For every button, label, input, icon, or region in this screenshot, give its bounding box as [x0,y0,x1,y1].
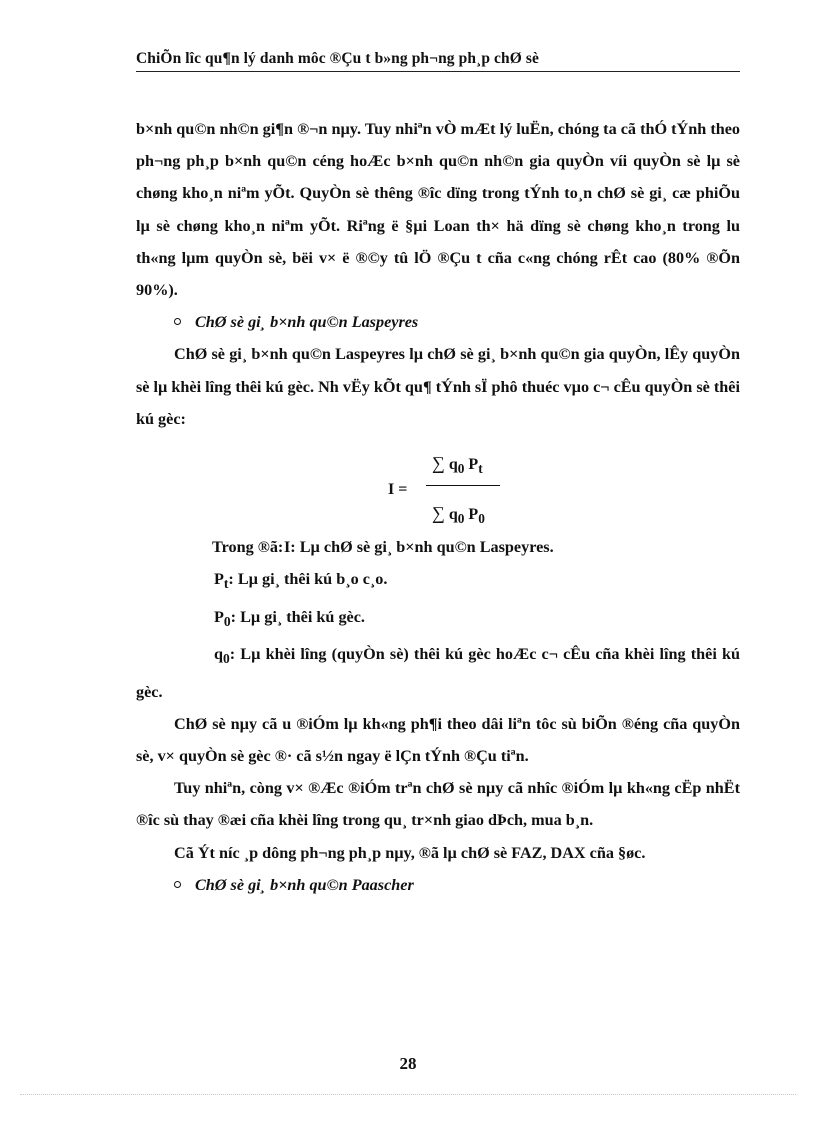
running-header: ChiÕn lîc qu¶n lý danh môc ®Çu t b»ng ph¬ng ph¸p chØ sè [136,50,539,67]
definition-P0: $P_0$: Lµ gi¸ thêi kú gèc. [214,607,365,629]
formula-denominator: ∑ $q_0$ $P_0$ [432,503,485,527]
definition-intro: Trong ®ã: [212,538,284,557]
formula-lhs: I = [388,481,408,499]
paragraph-advantage: ChØ sè nµy cã u ®iÓm lµ kh«ng ph¶i theo dâi liªn tôc sù biÕn ®éng cña quyÒn sè, v× quyÒn sè gèc ®· cã s½n ngay ë lÇn tÝnh ®Çu tiªn. [136,714,740,765]
bullet-heading-paascher [136,869,740,901]
definition-I: Trong ®ã:I: Lµ chØ sè gi¸ b×nh qu©n Laspeyres. [136,531,740,563]
bullet-heading-laspeyres [136,306,740,338]
sigma-symbol: ∑ [432,453,445,474]
paragraph-disadvantage: Tuy nhiªn, còng v× ®Æc ®iÓm trªn chØ sè nµy cã nhîc ®iÓm lµ kh«ng cËp nhËt ®îc sù thay ®æi cña khèi lîng trong qu¸ tr×nh giao dÞch, mua b¸n. [136,779,740,830]
fraction-bar [426,485,500,486]
paragraph-usage: Cã Ýt níc ¸p dông ph¬ng ph¸p nµy, ®ã lµ chØ sè FAZ, DAX cña §øc. [174,843,646,862]
body-text [136,113,740,901]
header-rule [136,71,740,72]
formula-numerator: ∑ $q_0$ $P_t$ [432,453,483,477]
page-bottom-divider [20,1094,796,1095]
sigma-symbol: ∑ [432,503,445,524]
bullet-circle-icon [174,881,181,888]
paragraph-continued: b×nh qu©n nh©n gi¶n ®¬n nµy. Tuy nhiªn vÒ mÆt lý luËn, chóng ta cã thÓ tÝnh theo ph¬ng ph¸p b×nh qu©n céng hoÆc b×nh qu©n nh©n gia quyÒn víi quyÒn sè lµ sè chøng kho¸n niªm yÕt. QuyÒn sè thêng ®îc dïng trong tÝnh to¸n chØ sè gi¸ cæ phiÕu lµ sè chøng kho¸n niªm yÕt. Riªng ë §µi Loan th× hä dïng sè chøng kho¸n trong lu th«ng lµm quyÒn sè, bëi v× ë ®©y tû lÖ ®Çu t cña c«ng chóng rÊt cao (80% ®Õn 90%). [136,120,740,300]
page-number: 28 [399,1054,417,1073]
laspeyres-formula [388,443,588,533]
paragraph-laspeyres-definition: ChØ sè gi¸ b×nh qu©n Laspeyres lµ chØ sè gi¸ b×nh qu©n gia quyÒn, lÊy quyÒn sè lµ khèi lîng thêi kú gèc. Nh vËy kÕt qu¶ tÝnh sÏ phô thuéc vµo c¬ cÊu quyÒn sè thêi kú gèc: [136,345,740,428]
bullet-text: ChØ sè gi¸ b×nh qu©n Paascher [195,875,414,894]
definition-q0: $q_0$: Lµ khèi lîng (quyÒn sè) thêi kú gèc hoÆc c¬ cÊu cña khèi lîng thêi kú gèc. [136,645,740,701]
definition-Pt: $P_t$: Lµ gi¸ thêi kú b¸o c¸o. [214,570,388,592]
bullet-text: ChØ sè gi¸ b×nh qu©n Laspeyres [195,313,419,332]
formula-block [136,435,740,531]
